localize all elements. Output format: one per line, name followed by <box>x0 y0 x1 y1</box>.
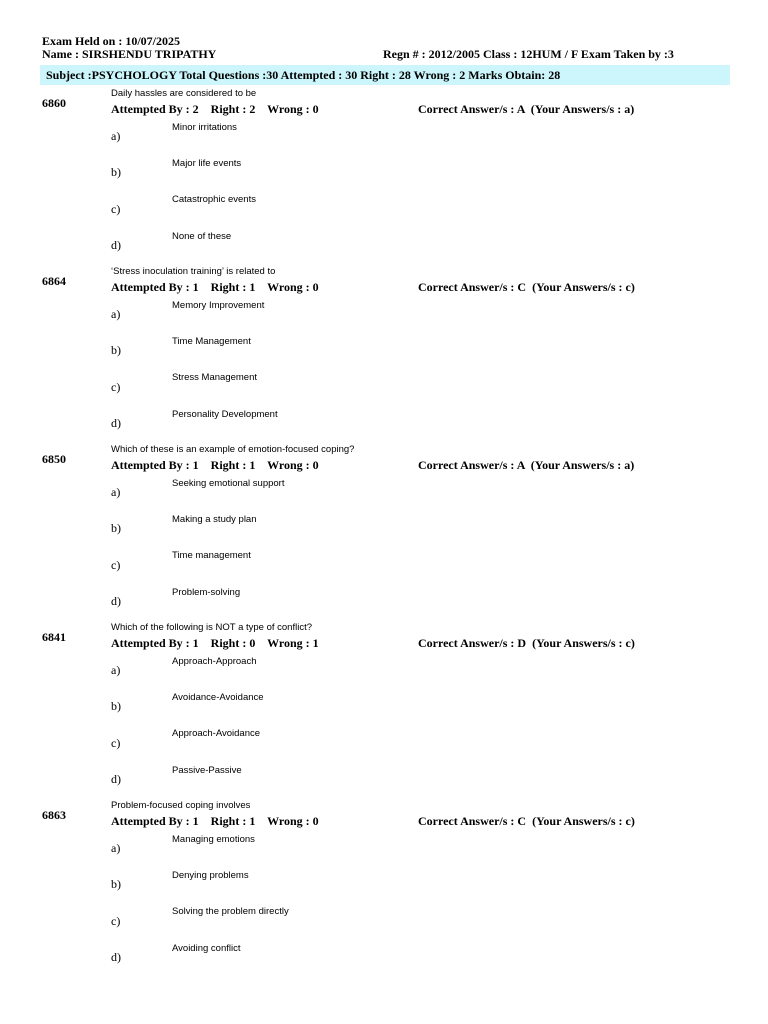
option-a: Seeking emotional support <box>172 478 285 489</box>
option-letter-c: c) <box>111 914 121 928</box>
question-block <box>0 444 768 622</box>
option-c: Stress Management <box>172 372 258 383</box>
correct-answer: Correct Answer/s : C (Your Answers/s : c) <box>418 280 635 294</box>
question-text: ‘Stress inoculation training’ is related to <box>111 266 276 277</box>
question-block <box>0 266 768 444</box>
option-d: Personality Development <box>172 409 278 420</box>
question-id: 6864 <box>42 274 66 288</box>
option-b: Denying problems <box>172 870 249 881</box>
question-block <box>0 88 768 266</box>
option-a: Managing emotions <box>172 834 255 845</box>
option-b: Making a study plan <box>172 514 257 525</box>
question-id: 6860 <box>42 96 66 110</box>
question-text: Which of these is an example of emotion-focused coping? <box>111 444 355 455</box>
attempt-stats: Attempted By : 2 Right : 2 Wrong : 0 <box>111 102 319 116</box>
option-letter-b: b) <box>111 877 121 891</box>
option-letter-b: b) <box>111 699 121 713</box>
option-letter-a: a) <box>111 307 121 321</box>
option-letter-d: d) <box>111 772 121 786</box>
attempt-stats: Attempted By : 1 Right : 1 Wrong : 0 <box>111 458 319 472</box>
attempt-stats: Attempted By : 1 Right : 1 Wrong : 0 <box>111 280 319 294</box>
option-d: Avoiding conflict <box>172 943 241 954</box>
question-text: Which of the following is NOT a type of conflict? <box>111 622 312 633</box>
option-letter-c: c) <box>111 558 121 572</box>
option-letter-c: c) <box>111 380 121 394</box>
option-a: Minor irritations <box>172 122 237 133</box>
question-id: 6863 <box>42 808 66 822</box>
question-id: 6850 <box>42 452 66 466</box>
option-letter-b: b) <box>111 165 121 179</box>
option-letter-d: d) <box>111 238 121 252</box>
option-b: Major life events <box>172 158 242 169</box>
correct-answer: Correct Answer/s : A (Your Answers/s : a) <box>418 458 635 472</box>
option-b: Time Management <box>172 336 251 347</box>
option-c: Time management <box>172 550 251 561</box>
option-letter-b: b) <box>111 521 121 535</box>
option-letter-c: c) <box>111 736 121 750</box>
option-letter-a: a) <box>111 485 121 499</box>
option-b: Avoidance-Avoidance <box>172 692 264 703</box>
question-text: Problem-focused coping involves <box>111 800 251 811</box>
registration-info: Regn # : 2012/2005 Class : 12HUM / F Exam Taken by :3 <box>383 47 674 61</box>
attempt-stats: Attempted By : 1 Right : 1 Wrong : 0 <box>111 814 319 828</box>
attempt-stats: Attempted By : 1 Right : 0 Wrong : 1 <box>111 636 319 650</box>
summary-banner <box>40 65 730 85</box>
option-d: Problem-solving <box>172 587 241 598</box>
option-d: None of these <box>172 231 232 242</box>
option-letter-c: c) <box>111 202 121 216</box>
correct-answer: Correct Answer/s : D (Your Answers/s : c) <box>418 636 635 650</box>
option-c: Solving the problem directly <box>172 906 289 917</box>
option-a: Memory Improvement <box>172 300 265 311</box>
question-block <box>0 622 768 800</box>
correct-answer: Correct Answer/s : A (Your Answers/s : a) <box>418 102 635 116</box>
option-letter-d: d) <box>111 594 121 608</box>
question-id: 6841 <box>42 630 66 644</box>
summary-text: Subject :PSYCHOLOGY Total Questions :30 Attempted : 30 Right : 28 Wrong : 2 Marks Obtain: 28 <box>46 68 561 82</box>
correct-answer: Correct Answer/s : C (Your Answers/s : c) <box>418 814 635 828</box>
option-a: Approach-Approach <box>172 656 257 667</box>
option-c: Catastrophic events <box>172 194 256 205</box>
option-letter-a: a) <box>111 129 121 143</box>
option-letter-d: d) <box>111 416 121 430</box>
option-c: Approach-Avoidance <box>172 728 261 739</box>
question-text: Daily hassles are considered to be <box>111 88 257 99</box>
option-letter-a: a) <box>111 841 121 855</box>
exam-date: Exam Held on : 10/07/2025 <box>42 34 181 48</box>
question-block <box>0 800 768 978</box>
option-letter-b: b) <box>111 343 121 357</box>
option-letter-a: a) <box>111 663 121 677</box>
option-d: Passive-Passive <box>172 765 242 776</box>
option-letter-d: d) <box>111 950 121 964</box>
student-name: Name : SIRSHENDU TRIPATHY <box>42 47 217 61</box>
